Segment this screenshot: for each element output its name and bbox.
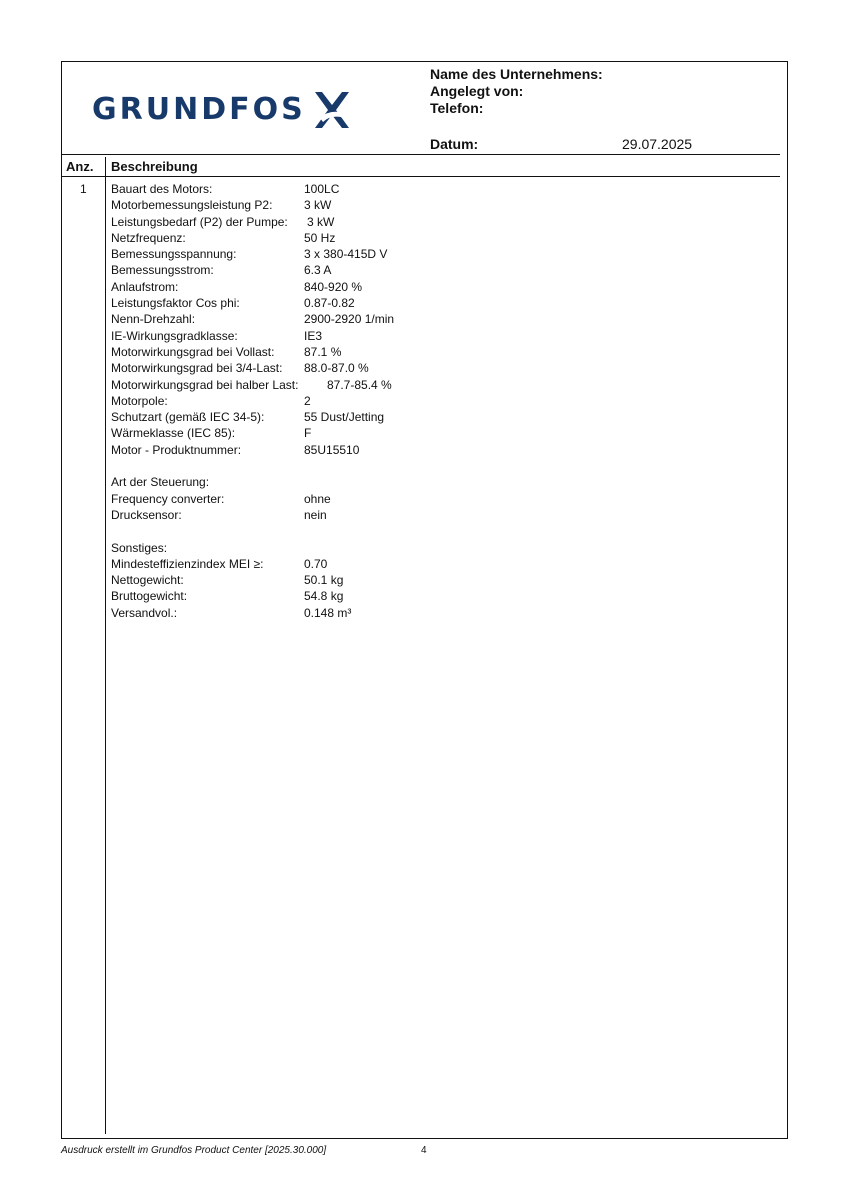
spec-row — [111, 262, 332, 278]
motor-specs — [111, 181, 395, 458]
spec-label: Leistungsfaktor Cos phi: — [111, 296, 240, 311]
spec-row — [111, 556, 328, 572]
spec-label: Motor - Produktnummer: — [111, 442, 242, 457]
spec-label: Drucksensor: — [111, 507, 182, 522]
spec-value: 100LC — [304, 182, 340, 196]
spec-label: Motorpole: — [111, 393, 168, 408]
spec-value: 87.7-85.4 % — [327, 377, 392, 392]
spec-label: Bemessungsspannung: — [111, 247, 237, 262]
spec-value: 85U15510 — [304, 442, 360, 457]
header-divider — [427, 154, 780, 155]
spec-label: Frequency converter: — [111, 491, 225, 506]
spec-list — [111, 181, 395, 621]
company-label: Name des Unternehmens: — [430, 66, 603, 82]
footer-text: Ausdruck erstellt im Grundfos Product Center [2025.30.000] — [61, 1145, 327, 1156]
spec-row — [111, 344, 342, 360]
phone-label: Telefon: — [430, 100, 484, 116]
spec-row — [111, 197, 332, 213]
spec-label: Netzfrequenz: — [111, 230, 186, 245]
spec-value: 0.148 m³ — [304, 605, 352, 620]
spec-value: 87.1 % — [304, 344, 342, 359]
spec-row — [111, 377, 392, 393]
spec-value: 2900-2920 1/min — [304, 312, 395, 327]
spec-label: Leistungsbedarf (P2) der Pumpe: — [111, 214, 288, 229]
grundfos-x-icon — [312, 88, 352, 132]
spec-value: 3 kW — [307, 214, 335, 229]
date-label: Datum: — [430, 136, 479, 152]
spec-value: 2 — [304, 393, 311, 408]
grundfos-logo — [92, 88, 352, 132]
spec-row — [111, 279, 363, 295]
other-section-title: Sonstiges: — [111, 540, 168, 555]
header-divider-left — [61, 154, 427, 155]
spec-row — [111, 507, 327, 523]
spec-row — [111, 491, 331, 507]
table-header-divider — [61, 176, 780, 177]
spec-row — [111, 360, 369, 376]
spec-row — [111, 246, 388, 262]
spec-label: Schutzart (gemäß IEC 34-5): — [111, 410, 265, 425]
spec-value: 50.1 kg — [304, 573, 344, 588]
spec-row — [111, 214, 335, 230]
spec-label: IE-Wirkungsgradklasse: — [111, 328, 238, 343]
spec-row — [111, 328, 323, 344]
spec-label: Motorwirkungsgrad bei halber Last: — [111, 377, 299, 392]
spec-value: 50 Hz — [304, 230, 336, 245]
column-header-description: Beschreibung — [111, 159, 198, 174]
spec-value: 840-920 % — [304, 279, 363, 294]
spec-row — [111, 442, 360, 458]
spec-label: Motorwirkungsgrad bei 3/4-Last: — [111, 361, 283, 376]
spec-label: Bemessungsstrom: — [111, 263, 214, 278]
spec-row — [111, 295, 355, 311]
spec-row — [111, 605, 352, 621]
spec-label: Bruttogewicht: — [111, 589, 188, 604]
spec-value: F — [304, 426, 312, 441]
spec-value: 6.3 A — [304, 263, 332, 278]
spec-value: ohne — [304, 491, 331, 506]
brand-name: GRUNDFOS — [92, 92, 306, 127]
column-divider — [105, 157, 106, 1134]
spec-value: nein — [304, 507, 327, 522]
spec-label: Nettogewicht: — [111, 573, 184, 588]
row-quantity: 1 — [80, 182, 87, 196]
spec-row — [111, 230, 336, 246]
spec-label: Motorwirkungsgrad bei Vollast: — [111, 344, 275, 359]
spec-label: Mindesteffizienzindex MEI ≥: — [111, 556, 264, 571]
page-number: 4 — [421, 1145, 427, 1156]
other-specs — [111, 556, 352, 621]
spec-label: Motorbemessungsleistung P2: — [111, 198, 273, 213]
created-by-label: Angelegt von: — [430, 83, 524, 99]
spec-value: 55 Dust/Jetting — [304, 410, 385, 425]
spec-value: 3 kW — [304, 198, 332, 213]
date-value: 29.07.2025 — [622, 136, 693, 152]
spec-label: Versandvol.: — [111, 605, 178, 620]
spec-value: 3 x 380-415D V — [304, 247, 388, 262]
control-specs — [111, 491, 331, 524]
control-section-title: Art der Steuerung: — [111, 475, 210, 490]
spec-row — [111, 572, 344, 588]
spec-row — [111, 409, 385, 425]
spec-row — [111, 588, 344, 604]
spec-label: Wärmeklasse (IEC 85): — [111, 426, 236, 441]
spec-value: IE3 — [304, 328, 323, 343]
spec-row — [111, 181, 340, 197]
spec-label: Nenn-Drehzahl: — [111, 312, 196, 327]
spec-value: 0.87-0.82 — [304, 296, 355, 311]
spec-value: 88.0-87.0 % — [304, 361, 369, 376]
spec-row — [111, 425, 312, 441]
column-header-qty: Anz. — [66, 159, 94, 174]
spec-value: 54.8 kg — [304, 589, 344, 604]
spec-label: Bauart des Motors: — [111, 182, 213, 196]
spec-row — [111, 311, 395, 327]
spec-value: 0.70 — [304, 556, 328, 571]
spec-label: Anlaufstrom: — [111, 279, 179, 294]
spec-row — [111, 393, 311, 409]
